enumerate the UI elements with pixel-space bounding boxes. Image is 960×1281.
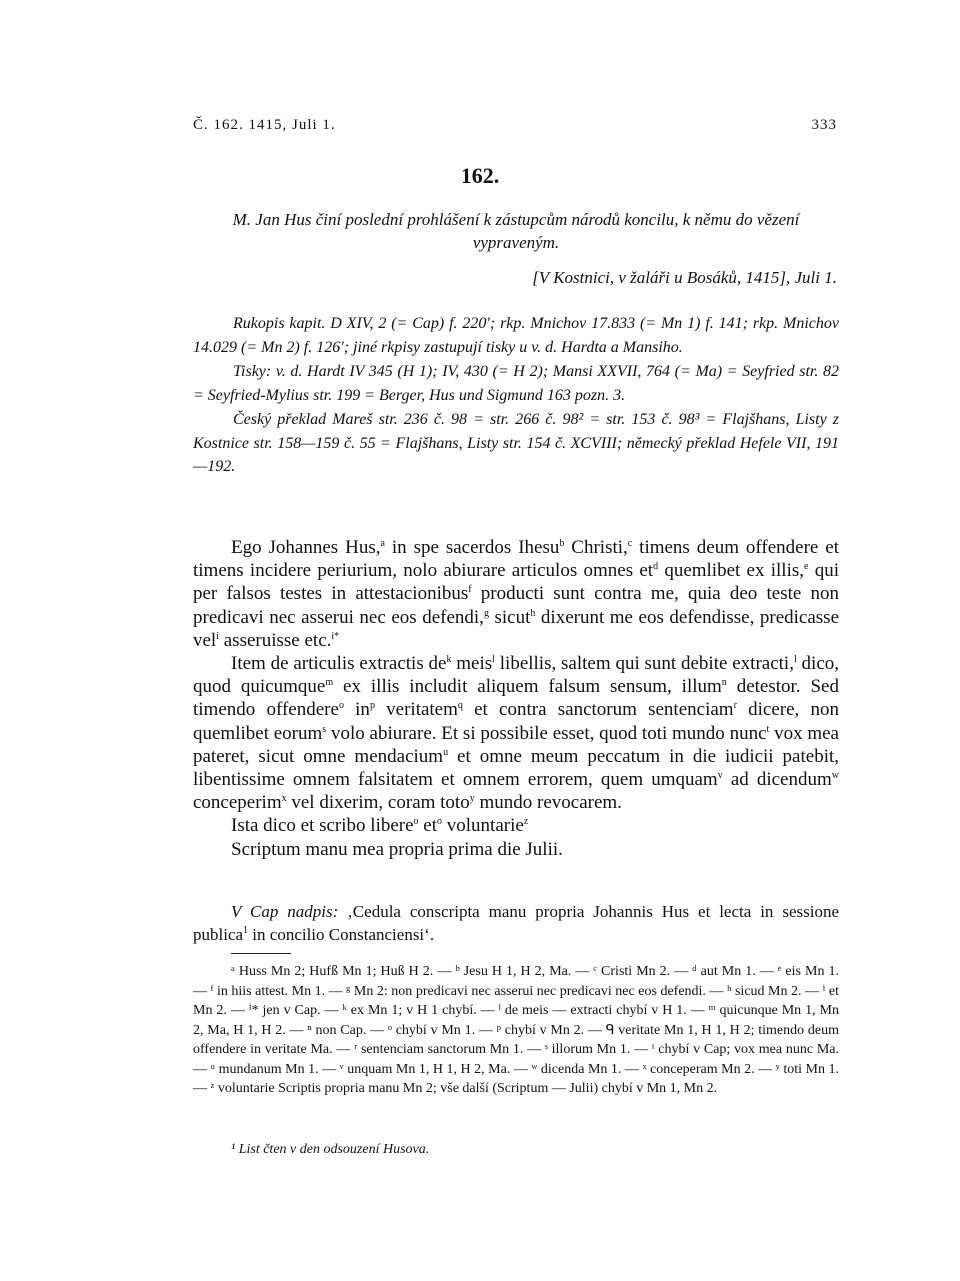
heading-note: V Cap nadpis: ‚Cedula conscripta manu propria Johannis Hus et lecta in sessione publica$^1$ in concilio Constanciensi‘. [193, 902, 839, 944]
sources-translations: Český překlad Mareš str. 236 č. 98 = str. 266 č. 98² = str. 153 č. 98³ = Flajšhans, Listy z Kostnice str. 158—159 č. 55 = Flajšhans, Listy str. 154 č. XCVIII; německý překlad Hefele VII, 191—192. [193, 411, 839, 475]
sources-prints: Tisky: v. d. Hardt IV 345 (H 1); IV, 430 (= H 2); Mansi XXVII, 764 (= Ma) = Seyfried str. 82 = Seyfried-Mylius str. 199 = Berger, Hus und Sigmund 163 pozn. 3. [193, 363, 839, 404]
paragraph-4: Scriptum manu mea propria prima die Julii. [231, 838, 563, 860]
regest: M. Jan Hus činí poslední prohlášení k zástupcům národů koncilu, k němu do vězení vypraveným. [232, 210, 800, 252]
document-number: 162. [460, 163, 500, 188]
apparatus-text: ᵃ Huss Mn 2; Hufß Mn 1; Huß H 2. — ᵇ Jesu H 1, H 2, Ma. — ᶜ Cristi Mn 2. — ᵈ aut Mn 1. — ᵉ eis Mn 1. — ᶠ in hiis attest. Mn 1. — ᵍ Mn 2: non predicavi nec asserui nec predicavi nec eos defendi. — ʰ sicud Mn 2. — ⁱ et Mn 2. — ⁱ* jen v Cap. — ᵏ ex Mn 1; v H 1 chybí. — ˡ de meis — extracti chybí v H 1. — ᵐ quicunque Mn 1, Mn 2, Ma, H 1, H 2. — ⁿ non Cap. — ᵒ chybí v Mn 1. — ᵖ chybí v Mn 2. — ᑫ veritate Mn 1, H 1, H 2; timendo deum offendere in veritate Ma. — ʳ sentenciam sanctorum Mn 1. — ˢ illorum Mn 1. — ᵗ chybí v Cap; vox mea nunc Ma. — ᵘ mundanum Mn 1. — ᵛ unquam Mn 1, H 1, H 2, Ma. — ʷ dicenda Mn 1. — ˣ conceperam Mn 2. — ʸ toti Mn 1. — ᶻ voluntarie Scriptis propria manu Mn 2; vše další (Scriptum — Julii) chybí v Mn 1, Mn 2. [193, 964, 839, 1096]
footnote-divider [231, 953, 291, 954]
place-date: [V Kostnici, v žaláři u Bosáků, 1415], Juli 1. [532, 268, 837, 287]
sources-manuscripts: Rukopis kapit. D XIV, 2 (= Cap) f. 220′; rkp. Mnichov 17.833 (= Mn 1) f. 141; rkp. Mnichov 14.029 (= Mn 2) f. 126′; jiné rkpisy zastupují tisky u v. d. Hardta a Mansiho. [193, 315, 839, 356]
page-number: 333 [811, 117, 837, 133]
heading-note-label: V Cap nadpis: [231, 902, 339, 921]
footnote: ¹ List čten v den odsouzení Husova. [231, 1142, 430, 1157]
main-text [193, 536, 839, 861]
critical-apparatus [193, 962, 839, 1099]
paragraph-1: Ego Johannes Hus,$^a$ in spe sacerdos Ihesu$^b$ Christi,$^c$ timens deum offendere et timens incidere periurium, nolo abiurare articulos omnes $et^d$ quemlibet ex illis,$^e$ qui per falsos testes in attestacionibus$^f$ producti sunt contra me, quia deo teste non predicavi nec asserui nec eos defendi,$^g$ sicut$^h$ dixerunt me eos defendisse, predicasse vel$^i$ asseruisse etc.$^{i*}$ [193, 537, 840, 651]
running-head-left: Č. 162. 1415, Juli 1. [193, 117, 336, 133]
sources-block [193, 312, 839, 479]
paragraph-3: Ista dico et scribo libere$^o$ $et^o$ voluntarie$^z$ [231, 815, 529, 837]
heading-note-text: ‚Cedula conscripta manu propria Johannis Hus et lecta in sessione publica [193, 902, 839, 944]
paragraph-2: Item de articulis extractis $de^k$ meis$^l$ libellis, saltem qui sunt debite extracti,$^l$ dico, quod quicumque$^m$ ex illis includit aliquem falsum sensum, illum$^n$ detestor. Sed timendo offendere$^o$ $in^p$ veritatem$^q$ et contra sanctorum sentenciam$^r$ dicere, non quemlibet eorum$^s$ volo abiurare. Et si possibile esset, quod toti mundo nunc$^t$ vox mea pateret, sicut omne mendacium$^u$ et omne meum peccatum in die iudicii patebit, libentissime omnem falsitatem et omnem errorem, quem umquam$^v$ ad dicendum$^w$ conceperim$^x$ vel dixerim, coram toto$^y$ mundo revocarem. [193, 653, 840, 814]
